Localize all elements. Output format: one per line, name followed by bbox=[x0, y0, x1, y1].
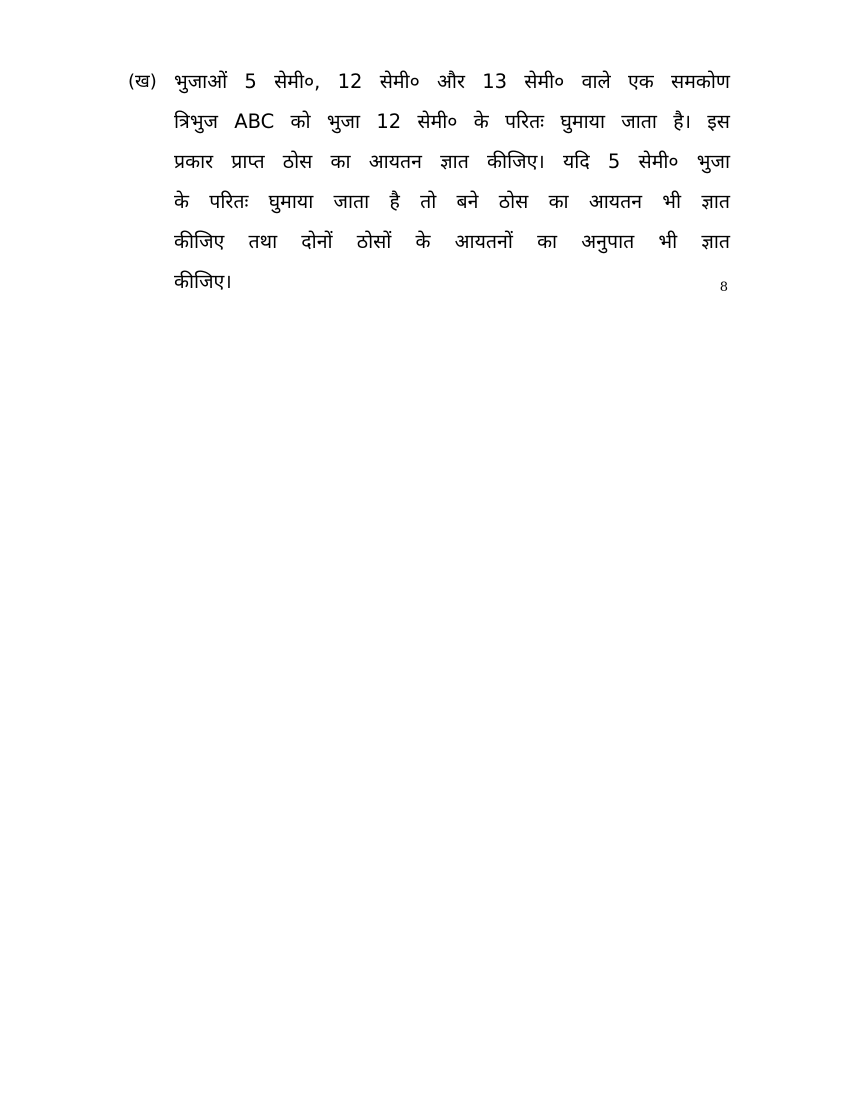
question-line-6: कीजिए। bbox=[174, 270, 232, 293]
question-line-4: के परितः घुमाया जाता है तो बने ठोस का आयतन भी ज्ञात bbox=[174, 190, 730, 213]
question-line-2: त्रिभुज ABC को भुजा 12 सेमी० के परितः घुमाया जाता है। इस bbox=[174, 110, 730, 133]
question-line-3: प्रकार प्राप्त ठोस का आयतन ज्ञात कीजिए। यदि 5 सेमी० भुजा bbox=[174, 150, 730, 173]
question-marks: 8 bbox=[719, 280, 728, 295]
question-text bbox=[174, 62, 730, 302]
question-label: (ख) bbox=[128, 71, 157, 92]
question-line-1: भुजाओं 5 सेमी०, 12 सेमी० और 13 सेमी० वाले एक समकोण bbox=[174, 70, 730, 93]
question-line-5: कीजिए तथा दोनों ठोसों के आयतनों का अनुपात भी ज्ञात bbox=[174, 230, 730, 253]
